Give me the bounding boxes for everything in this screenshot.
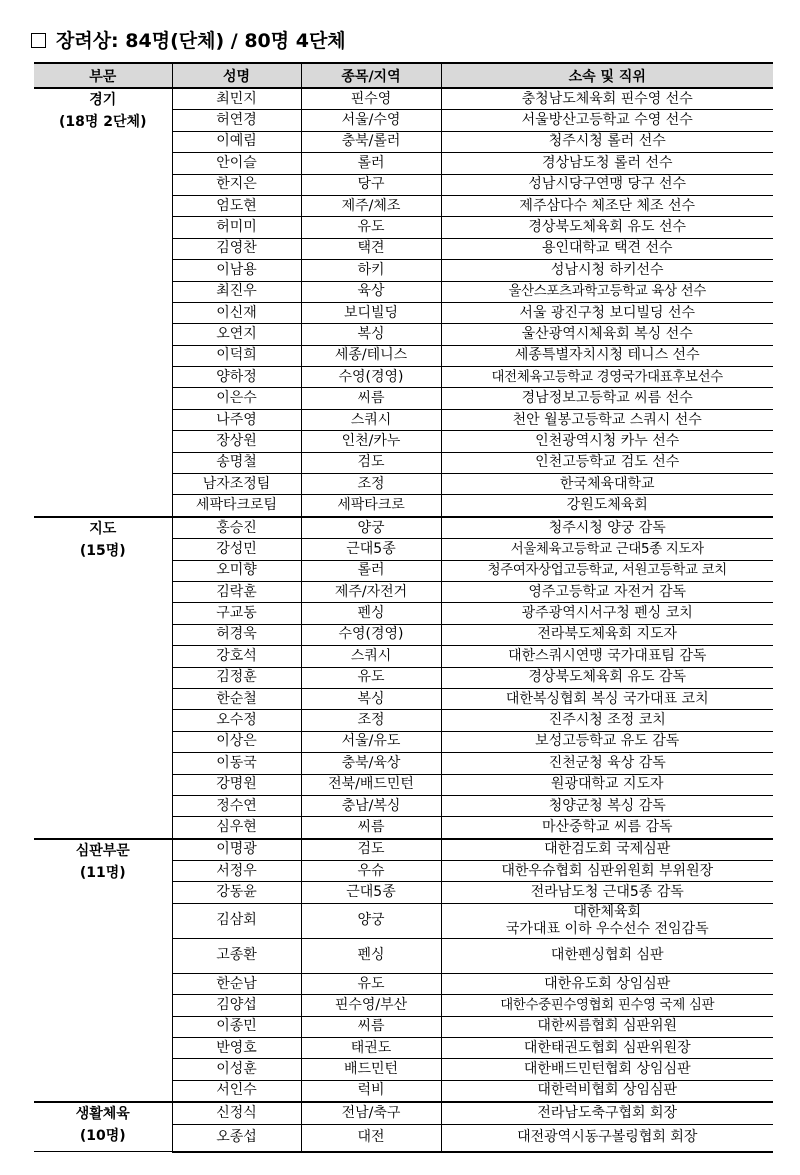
affiliation-cell: [441, 973, 773, 994]
event-cell: 양궁: [301, 903, 441, 938]
section-count: (15명): [79, 542, 126, 559]
affiliation-cell: [441, 731, 773, 752]
name-cell: 강명원: [172, 774, 301, 795]
affiliation-line: 대한펜싱협회 심판: [550, 947, 664, 964]
affiliation-line: 대전광역시동구볼링협회 회장: [517, 1129, 698, 1146]
affiliation-line: 대한검도회 국제심판: [544, 841, 671, 858]
event-cell: 하키: [301, 260, 441, 281]
event-cell: 펜싱: [301, 938, 441, 973]
affiliation-line: 마산중학교 씨름 감독: [541, 818, 673, 835]
event-cell: 스쿼시: [301, 646, 441, 667]
affiliation-cell: [441, 324, 773, 345]
affiliation-line: 대한씨름협회 심판위원: [537, 1018, 678, 1035]
affiliation-cell: [441, 452, 773, 473]
affiliation-cell: [441, 1059, 773, 1080]
affiliation-cell: [441, 1016, 773, 1037]
event-cell: 펜싱: [301, 603, 441, 624]
name-cell: 이상은: [172, 731, 301, 752]
affiliation-cell: [441, 938, 773, 973]
event-cell: 전남/축구: [301, 1102, 441, 1124]
name-cell: 이덕희: [172, 345, 301, 366]
affiliation-line: 청주여자상업고등학교, 서원고등학교 코치: [487, 563, 727, 579]
name-cell: 엄도현: [172, 195, 301, 216]
event-cell: 검도: [301, 452, 441, 473]
affiliation-line: 성남시당구연맹 당구 선수: [528, 176, 687, 193]
affiliation-cell: [441, 260, 773, 281]
name-cell: 최진우: [172, 281, 301, 302]
affiliation-line: 대한럭비협회 상임심판: [537, 1082, 678, 1099]
name-cell: 남자조정팀: [172, 474, 301, 495]
name-cell: 서정우: [172, 861, 301, 882]
affiliation-line: 한국체육대학교: [559, 475, 655, 492]
event-cell: 유도: [301, 973, 441, 994]
event-cell: 스쿼시: [301, 409, 441, 430]
affiliation-cell: [441, 409, 773, 430]
affiliation-line: 전라남도축구협회 회장: [537, 1104, 678, 1121]
affiliation-cell: [441, 367, 773, 388]
affiliation-cell: [441, 88, 773, 110]
event-cell: 택견: [301, 238, 441, 259]
name-cell: 홍승진: [172, 517, 301, 539]
affiliation-cell: [441, 882, 773, 903]
name-cell: 세팍타크로팀: [172, 495, 301, 517]
event-cell: 핀수영/부산: [301, 995, 441, 1016]
affiliation-line: 대한배드민턴협회 상임심판: [523, 1061, 691, 1078]
name-cell: 신정식: [172, 1102, 301, 1124]
event-cell: 세팍타크로: [301, 495, 441, 517]
affiliation-line: 인천광역시청 카누 선수: [535, 432, 680, 449]
event-cell: 핀수영: [301, 88, 441, 110]
table-row: [34, 839, 773, 861]
affiliation-line: 서울체육고등학교 근대5종 지도자: [510, 541, 704, 557]
affiliation-line: 청주시청 롤러 선수: [548, 133, 666, 150]
affiliation-line: 전라북도체육회 지도자: [537, 626, 678, 643]
checkbox-square-icon: [31, 33, 46, 48]
affiliation-cell: [441, 539, 773, 560]
event-cell: 배드민턴: [301, 1059, 441, 1080]
name-cell: 허경욱: [172, 624, 301, 645]
event-cell: 서울/수영: [301, 110, 441, 131]
affiliation-line: 서울방산고등학교 수영 선수: [521, 112, 693, 129]
event-cell: 씨름: [301, 1016, 441, 1037]
name-cell: 송명철: [172, 452, 301, 473]
affiliation-line: 보성고등학교 유도 감독: [535, 733, 680, 750]
event-cell: 제주/자전거: [301, 581, 441, 602]
event-cell: 전북/배드민턴: [301, 774, 441, 795]
affiliation-cell: [441, 281, 773, 302]
name-cell: 오미향: [172, 560, 301, 581]
affiliation-line: 대한우슈협회 심판위원회 부위원장: [501, 862, 714, 879]
event-cell: 씨름: [301, 817, 441, 839]
affiliation-line: 충청남도체육회 핀수영 선수: [521, 90, 693, 107]
affiliation-cell: [441, 624, 773, 645]
section-cell: [34, 517, 172, 839]
name-cell: 이성훈: [172, 1059, 301, 1080]
affiliation-cell: [441, 174, 773, 195]
table-body: [34, 88, 773, 1152]
header-name: 성명: [172, 63, 301, 88]
event-cell: 유도: [301, 217, 441, 238]
affiliation-line: 경남정보고등학교 씨름 선수: [521, 390, 693, 407]
header-category: 부문: [34, 63, 172, 88]
affiliation-cell: [441, 710, 773, 731]
name-cell: 이종민: [172, 1016, 301, 1037]
name-cell: 한순남: [172, 973, 301, 994]
name-cell: 오종섭: [172, 1124, 301, 1152]
name-cell: 강성민: [172, 539, 301, 560]
affiliation-cell: [441, 217, 773, 238]
event-cell: 대전: [301, 1124, 441, 1152]
section-name: 지도: [89, 520, 117, 537]
event-cell: 충북/롤러: [301, 131, 441, 152]
affiliation-cell: [441, 581, 773, 602]
affiliation-line: 대한수중핀수영협회 핀수영 국제 심판: [500, 997, 715, 1013]
affiliation-line: 광주광역시서구청 펜싱 코치: [521, 605, 693, 622]
affiliation-cell: [441, 688, 773, 709]
affiliation-line: 영주고등학교 자전거 감독: [528, 583, 687, 600]
affiliation-line: 대한태권도협회 심판위원장: [523, 1039, 691, 1056]
event-cell: 보디빌딩: [301, 302, 441, 323]
event-cell: 근대5종: [301, 882, 441, 903]
name-cell: 허연경: [172, 110, 301, 131]
affiliation-cell: [441, 603, 773, 624]
affiliation-line: 전라남도청 근대5종 감독: [530, 884, 684, 901]
event-cell: 검도: [301, 839, 441, 861]
affiliation-line: 용인대학교 택견 선수: [541, 240, 673, 257]
affiliation-line: 대한체육회: [573, 903, 642, 920]
section-cell: [34, 1102, 172, 1151]
name-cell: 장상원: [172, 431, 301, 452]
affiliation-line: 울산스포츠과학고등학교 육상 선수: [508, 284, 706, 300]
affiliation-line: 강원도체육회: [566, 497, 648, 514]
affiliation-cell: [441, 345, 773, 366]
affiliation-cell: [441, 431, 773, 452]
affiliation-cell: [441, 667, 773, 688]
affiliation-cell: [441, 1038, 773, 1059]
affiliation-cell: [441, 1102, 773, 1124]
affiliation-cell: [441, 1080, 773, 1102]
section-name: 심판부문: [75, 842, 130, 859]
event-cell: 유도: [301, 667, 441, 688]
affiliation-line: 인천고등학교 검도 선수: [535, 454, 680, 471]
name-cell: 김락훈: [172, 581, 301, 602]
affiliation-cell: [441, 153, 773, 174]
section-count: (18명 2단체): [59, 114, 147, 130]
event-cell: 롤러: [301, 560, 441, 581]
affiliation-line: 청양군청 복싱 감독: [548, 797, 666, 814]
affiliation-line: 진천군청 육상 감독: [548, 754, 666, 771]
name-cell: 반영호: [172, 1038, 301, 1059]
affiliation-line: 국가대표 이하 우수선수 전임감독: [505, 920, 709, 937]
name-cell: 김삼회: [172, 903, 301, 938]
name-cell: 허미미: [172, 217, 301, 238]
affiliation-cell: [441, 388, 773, 409]
affiliation-cell: [441, 839, 773, 861]
event-cell: 우슈: [301, 861, 441, 882]
page-title: [31, 26, 346, 53]
affiliation-line: 대한복싱협회 복싱 국가대표 코치: [505, 690, 709, 707]
event-cell: 양궁: [301, 517, 441, 539]
name-cell: 한지은: [172, 174, 301, 195]
affiliation-cell: [441, 131, 773, 152]
name-cell: 심우현: [172, 817, 301, 839]
affiliation-line: 대한스쿼시연맹 국가대표팀 감독: [508, 647, 707, 664]
name-cell: 나주영: [172, 409, 301, 430]
section-count: (11명): [79, 864, 126, 881]
name-cell: 김양섭: [172, 995, 301, 1016]
affiliation-cell: [441, 861, 773, 882]
affiliation-cell: [441, 302, 773, 323]
event-cell: 충남/복싱: [301, 795, 441, 816]
affiliation-line: 대전체육고등학교 경영국가대표후보선수: [491, 369, 723, 385]
table-row: [34, 88, 773, 110]
name-cell: 고종환: [172, 938, 301, 973]
affiliation-cell: [441, 774, 773, 795]
affiliation-line: 경상남도청 롤러 선수: [541, 154, 673, 171]
affiliation-line: 경상북도체육회 유도 선수: [528, 219, 687, 236]
header-event: 종목/지역: [301, 63, 441, 88]
name-cell: 이은수: [172, 388, 301, 409]
affiliation-cell: [441, 817, 773, 839]
affiliation-line: 원광대학교 지도자: [550, 776, 664, 793]
affiliation-cell: [441, 753, 773, 774]
name-cell: 강호석: [172, 646, 301, 667]
event-cell: 럭비: [301, 1080, 441, 1102]
affiliation-cell: [441, 560, 773, 581]
name-cell: 이명광: [172, 839, 301, 861]
name-cell: 양하정: [172, 367, 301, 388]
event-cell: 복싱: [301, 324, 441, 345]
name-cell: 한순철: [172, 688, 301, 709]
section-count: (10명): [79, 1128, 126, 1145]
affiliation-line: 성남시청 하키선수: [550, 261, 664, 278]
name-cell: 오연지: [172, 324, 301, 345]
affiliation-cell: [441, 995, 773, 1016]
event-cell: 제주/체조: [301, 195, 441, 216]
section-cell: [34, 88, 172, 517]
affiliation-cell: [441, 903, 773, 938]
affiliation-line: 대한유도회 상임심판: [544, 975, 671, 992]
name-cell: 이남용: [172, 260, 301, 281]
event-cell: 수영(경영): [301, 367, 441, 388]
event-cell: 수영(경영): [301, 624, 441, 645]
event-cell: 롤러: [301, 153, 441, 174]
affiliation-line: 천안 월봉고등학교 스쿼시 선수: [512, 411, 702, 428]
affiliation-cell: [441, 110, 773, 131]
affiliation-cell: [441, 495, 773, 517]
affiliation-line: 세종특별자치시청 테니스 선수: [514, 347, 700, 364]
name-cell: 최민지: [172, 88, 301, 110]
name-cell: 정수연: [172, 795, 301, 816]
name-cell: 구교동: [172, 603, 301, 624]
event-cell: 복싱: [301, 688, 441, 709]
affiliation-cell: [441, 195, 773, 216]
name-cell: 안이슬: [172, 153, 301, 174]
name-cell: 이신재: [172, 302, 301, 323]
event-cell: 씨름: [301, 388, 441, 409]
affiliation-line: 경상북도체육회 유도 감독: [528, 669, 687, 686]
affiliation-line: 청주시청 양궁 감독: [548, 519, 666, 536]
header-affiliation: 소속 및 직위: [441, 63, 773, 88]
event-cell: 태권도: [301, 1038, 441, 1059]
table-row: [34, 1102, 773, 1124]
name-cell: 이예림: [172, 131, 301, 152]
event-cell: 조정: [301, 710, 441, 731]
name-cell: 김영찬: [172, 238, 301, 259]
name-cell: 김정훈: [172, 667, 301, 688]
affiliation-line: 울산광역시체육회 복싱 선수: [521, 325, 693, 342]
event-cell: 충북/육상: [301, 753, 441, 774]
event-cell: 근대5종: [301, 539, 441, 560]
event-cell: 조정: [301, 474, 441, 495]
table-row: [34, 517, 773, 539]
header-row: [34, 63, 773, 88]
event-cell: 세종/테니스: [301, 345, 441, 366]
affiliation-cell: [441, 646, 773, 667]
affiliation-line: 서울 광진구청 보디빌딩 선수: [519, 304, 696, 321]
event-cell: 서울/유도: [301, 731, 441, 752]
affiliation-cell: [441, 517, 773, 539]
name-cell: 오수정: [172, 710, 301, 731]
section-name: 생활체육: [75, 1106, 130, 1123]
event-cell: 당구: [301, 174, 441, 195]
affiliation-cell: [441, 474, 773, 495]
page-title-text: 장려상: 84명(단체) / 80명 4단체: [56, 30, 346, 52]
affiliation-line: 진주시청 조정 코치: [548, 712, 666, 729]
event-cell: 인천/카누: [301, 431, 441, 452]
section-cell: [34, 839, 172, 1103]
name-cell: 서인수: [172, 1080, 301, 1102]
event-cell: 육상: [301, 281, 441, 302]
affiliation-cell: [441, 238, 773, 259]
name-cell: 이동국: [172, 753, 301, 774]
section-name: 경기: [89, 92, 117, 108]
affiliation-cell: [441, 1124, 773, 1152]
affiliation-cell: [441, 795, 773, 816]
award-table: [34, 62, 773, 1153]
affiliation-line: 제주삼다수 체조단 체조 선수: [519, 197, 696, 214]
name-cell: 강동윤: [172, 882, 301, 903]
